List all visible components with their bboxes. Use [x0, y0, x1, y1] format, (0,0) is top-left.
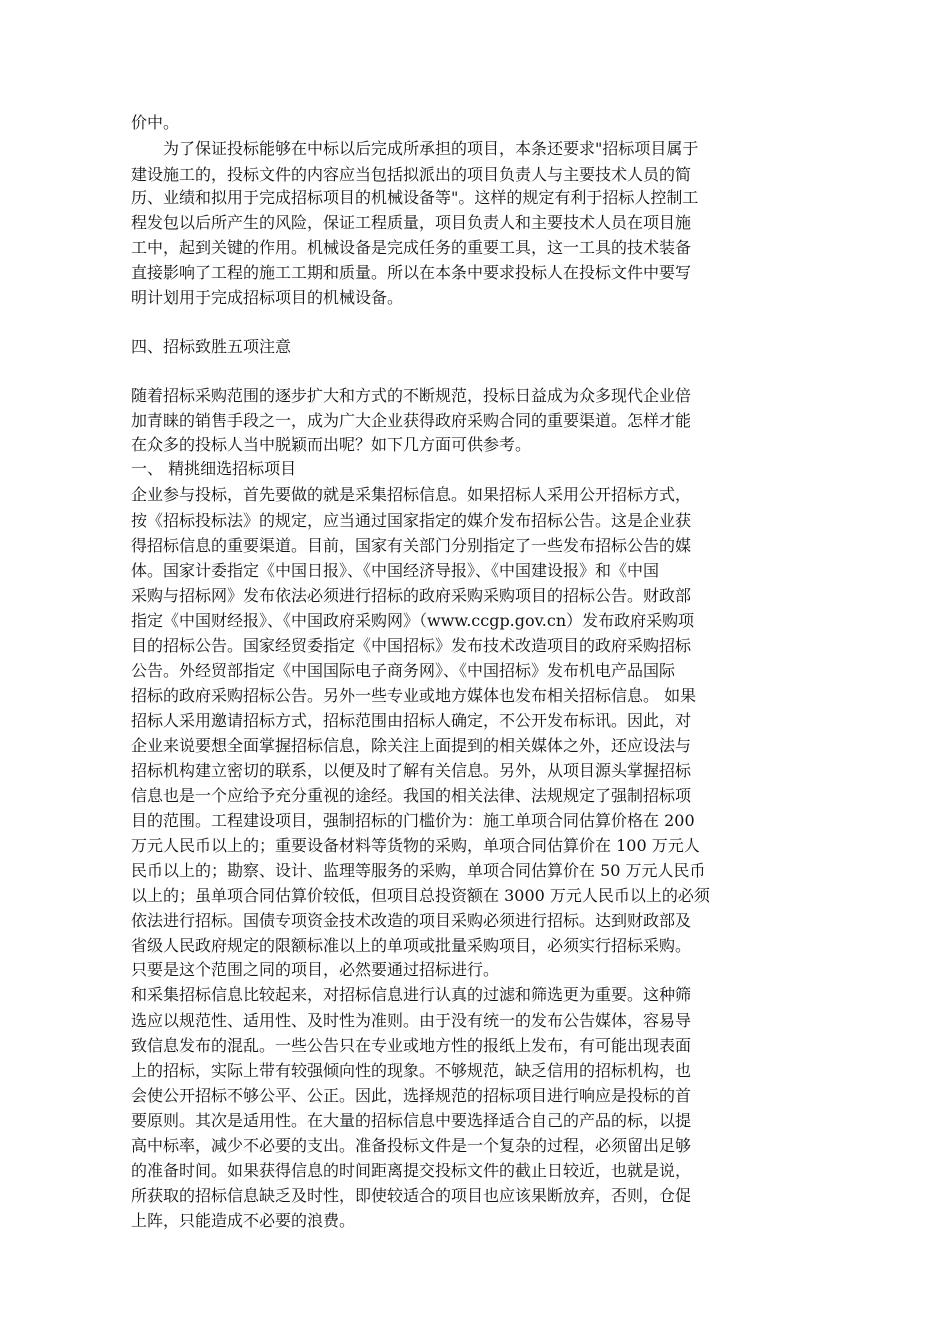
text-line: 依法进行招标。国债专项资金技术改造的项目采购必须进行招标。达到财政部及 [131, 911, 692, 930]
text-line: 选应以规范性、适用性、及时性为准则。由于没有统一的发布公告媒体，容易导 [131, 1011, 692, 1030]
text-line: 采购与招标网》发布依法必须进行招标的政府采购采购项目的招标公告。财政部 [131, 586, 692, 605]
text-line: 招标机构建立密切的联系，以便及时了解有关信息。另外，从项目源头掌握招标 [131, 761, 692, 780]
text-line: 为了保证投标能够在中标以后完成所承担的项目，本条还要求"招标项目属于 [163, 139, 699, 158]
text-line: 民币以上的；勘察、设计、监理等服务的采购，单项合同估算价在 50 万元人民币 [131, 861, 706, 880]
text-line: 会使公开招标不够公平、公正。因此，选择规范的招标项目进行响应是投标的首 [131, 1086, 692, 1105]
text-line: 目的范围。工程建设项目，强制招标的门槛价为：施工单项合同估算价格在 200 [131, 811, 695, 830]
text-line: 体。国家计委指定《中国日报》、《中国经济导报》、《中国建设报》和《中国 [131, 561, 660, 580]
text-line: 建设施工的，投标文件的内容应当包括拟派出的项目负责人与主要技术人员的简 [131, 165, 692, 184]
text-line: 历、业绩和拟用于完成招标项目的机械设备等"。这样的规定有利于招标人控制工 [131, 188, 699, 207]
text-line: 四、招标致胜五项注意 [131, 337, 292, 356]
text-line: 招标的政府采购招标公告。另外一些专业或地方媒体也发布相关招标信息。 如果 [131, 686, 697, 705]
text-line: 明计划用于完成招标项目的机械设备。 [131, 288, 404, 307]
text-line: 一、 精挑细选招标项目 [131, 459, 297, 478]
text-line: 加青睐的销售手段之一，成为广大企业获得政府采购合同的重要渠道。怎样才能 [131, 411, 692, 430]
text-line: 指定《中国财经报》、《中国政府采购网》（www.ccgp.gov.cn）发布政府采购项 [131, 611, 695, 630]
text-line: 只要是这个范围之同的项目，必然要通过招标进行。 [131, 960, 500, 979]
text-line: 致信息发布的混乱。一些公告只在专业或地方性的报纸上发布，有可能出现表面 [131, 1036, 692, 1055]
text-line: 随着招标采购范围的逐步扩大和方式的不断规范，投标日益成为众多现代企业倍 [131, 386, 692, 405]
text-line: 信息也是一个应给予充分重视的途经。我国的相关法律、法规规定了强制招标项 [131, 786, 692, 805]
text-line: 上阵，只能造成不必要的浪费。 [131, 1211, 356, 1230]
text-line: 企业来说要想全面掌握招标信息，除关注上面提到的相关媒体之外，还应设法与 [131, 736, 692, 755]
text-line: 目的招标公告。国家经贸委指定《中国招标》发布技术改造项目的政府采购招标 [131, 636, 692, 655]
text-line: 公告。外经贸部指定《中国国际电子商务网》、《中国招标》发布机电产品国际 [131, 661, 676, 680]
text-line: 按《招标投标法》的规定，应当通过国家指定的媒介发布招标公告。这是企业获 [131, 511, 692, 530]
text-line: 得招标信息的重要渠道。目前，国家有关部门分别指定了一些发布招标公告的媒 [131, 536, 692, 555]
text-line: 招标人采用邀请招标方式，招标范围由招标人确定，不公开发布标讯。因此，对 [131, 711, 692, 730]
text-line: 价中。 [131, 113, 180, 132]
text-line: 所获取的招标信息缺乏及时性，即使较适合的项目也应该果断放弃，否则，仓促 [131, 1186, 692, 1205]
text-line: 万元人民币以上的；重要设备材料等货物的采购，单项合同估算价在 100 万元人 [131, 836, 700, 855]
text-line: 工中，起到关键的作用。机械设备是完成任务的重要工具，这一工具的技术装备 [131, 238, 692, 257]
text-line: 和采集招标信息比较起来，对招标信息进行认真的过滤和筛选更为重要。这种筛 [131, 985, 692, 1004]
text-line: 以上的；虽单项合同估算价较低，但项目总投资额在 3000 万元人民币以上的必须 [131, 886, 710, 905]
text-line: 的准备时间。如果获得信息的时间距离提交投标文件的截止日较近，也就是说， [131, 1161, 692, 1180]
text-line: 要原则。其次是适用性。在大量的招标信息中要选择适合自己的产品的标，以提 [131, 1111, 692, 1130]
text-line: 上的招标，实际上带有较强倾向性的现象。不够规范，缺乏信用的招标机构，也 [131, 1061, 692, 1080]
text-line: 程发包以后所产生的风险，保证工程质量，项目负责人和主要技术人员在项目施 [131, 213, 692, 232]
text-line: 在众多的投标人当中脱颖而出呢？如下几方面可供参考。 [131, 435, 532, 454]
text-line: 高中标率，减少不必要的支出。准备投标文件是一个复杂的过程，必须留出足够 [131, 1136, 692, 1155]
text-line: 直接影响了工程的施工工期和质量。所以在本条中要求投标人在投标文件中要写 [131, 263, 692, 282]
text-line: 企业参与投标，首先要做的就是采集招标信息。如果招标人采用公开招标方式， [131, 485, 692, 504]
text-line: 省级人民政府规定的限额标准以上的单项或批量采购项目，必须实行招标采购。 [131, 936, 692, 955]
